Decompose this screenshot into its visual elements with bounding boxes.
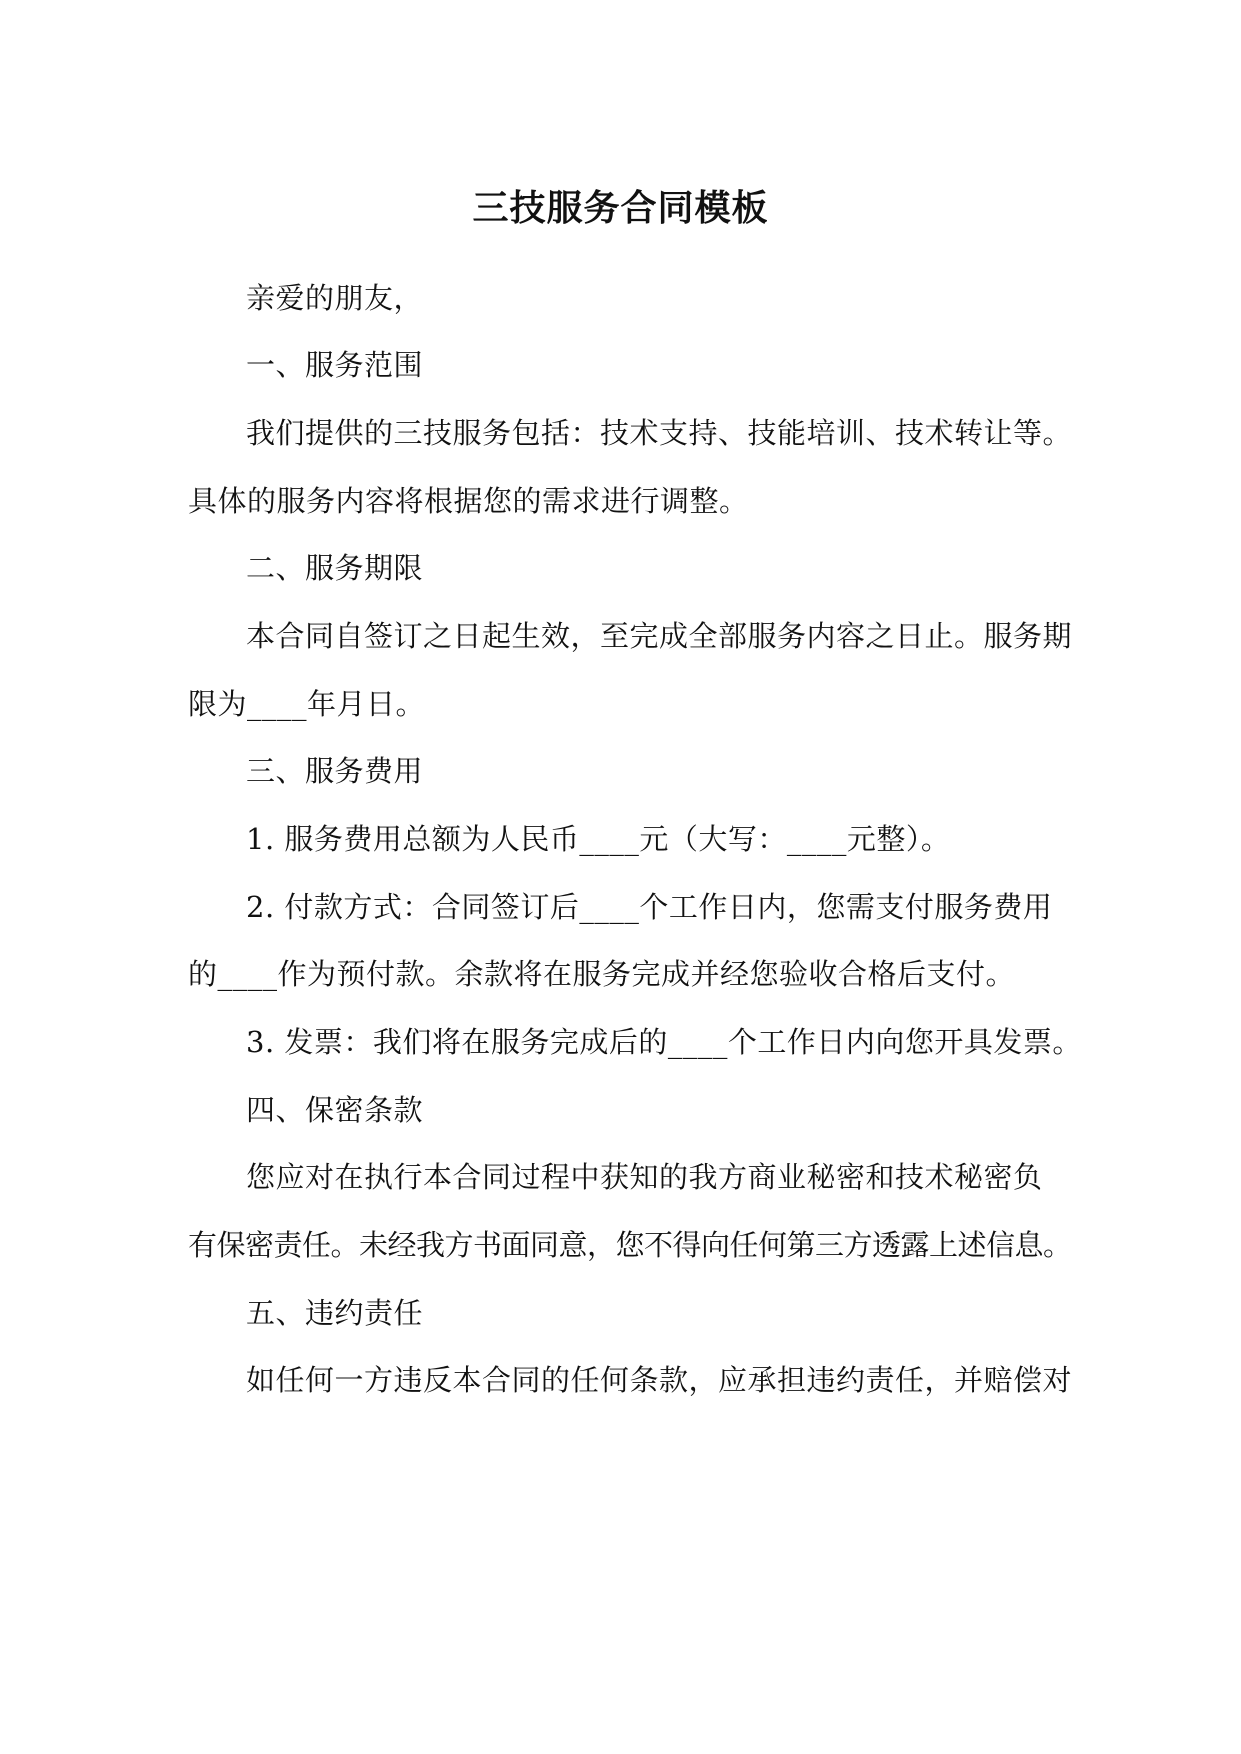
paragraph-line: 的____作为预付款。余款将在服务完成并经您验收合格后支付。 [188,957,1016,991]
paragraph-line: 我们提供的三技服务包括：技术支持、技能培训、技术转让等。 [246,416,1073,450]
paragraph-line: 具体的服务内容将根据您的需求进行调整。 [188,484,749,518]
section-heading-scope: 一、服务范围 [246,348,424,382]
section-heading-term: 二、服务期限 [246,551,424,585]
section-heading-fees: 三、服务费用 [246,754,424,788]
list-item: 1. 服务费用总额为人民币____元（大写：____元整）。 [246,822,951,856]
section-heading-breach: 五、违约责任 [246,1296,424,1330]
document-title: 三技服务合同模板 [472,187,769,229]
list-item: 3. 发票：我们将在服务完成后的____个工作日内向您开具发票。 [246,1025,1082,1059]
paragraph-line: 本合同自签订之日起生效，至完成全部服务内容之日止。服务期 [246,619,1073,653]
paragraph-line: 如任何一方违反本合同的任何条款，应承担违约责任，并赔偿对 [246,1363,1073,1397]
greeting: 亲爱的朋友， [246,281,424,315]
paragraph-line: 有保密责任。未经我方书面同意，您不得向任何第三方透露上述信息。 [188,1228,1072,1262]
list-item: 2. 付款方式：合同签订后____个工作日内，您需支付服务费用 [246,890,1053,924]
paragraph-line: 您应对在执行本合同过程中获知的我方商业秘密和技术秘密负 [246,1160,1043,1194]
section-heading-confidentiality: 四、保密条款 [246,1093,424,1127]
paragraph-line: 限为____年月日。 [188,687,426,721]
